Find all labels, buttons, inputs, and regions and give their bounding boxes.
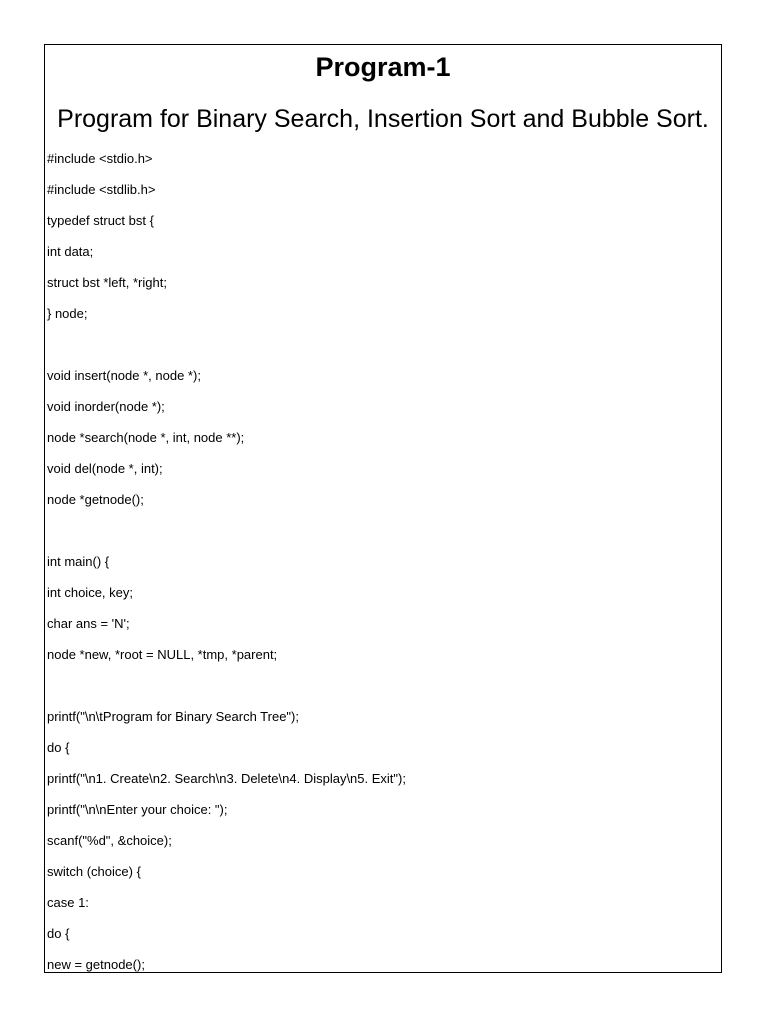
code-line: do { bbox=[47, 740, 70, 755]
code-line: struct bst *left, *right; bbox=[47, 275, 167, 290]
code-line: typedef struct bst { bbox=[47, 213, 154, 228]
code-line: printf("\n\nEnter your choice: "); bbox=[47, 802, 228, 817]
code-line: void del(node *, int); bbox=[47, 461, 163, 476]
code-line: switch (choice) { bbox=[47, 864, 141, 879]
code-line bbox=[47, 523, 719, 554]
code-line: int choice, key; bbox=[47, 585, 133, 600]
code-line: } node; bbox=[47, 306, 88, 321]
document-subtitle: Program for Binary Search, Insertion Sort and Bubble Sort. bbox=[57, 105, 709, 133]
code-line: #include <stdio.h> bbox=[47, 151, 153, 166]
document-page bbox=[44, 44, 722, 973]
code-line bbox=[47, 337, 719, 368]
code-line: #include <stdlib.h> bbox=[47, 182, 156, 197]
code-line bbox=[47, 678, 719, 709]
code-line: int data; bbox=[47, 244, 94, 259]
code-line: int main() { bbox=[47, 554, 110, 569]
code-line: printf("\n1. Create\n2. Search\n3. Delete\n4. Display\n5. Exit"); bbox=[47, 771, 406, 786]
code-line: do { bbox=[47, 926, 70, 941]
code-line: node *search(node *, int, node **); bbox=[47, 430, 245, 445]
code-line: scanf("%d", &choice); bbox=[47, 833, 172, 848]
code-block bbox=[47, 151, 719, 973]
code-line: void inorder(node *); bbox=[47, 399, 165, 414]
code-line: node *new, *root = NULL, *tmp, *parent; bbox=[47, 647, 278, 662]
code-line: new = getnode(); bbox=[47, 957, 145, 972]
code-line: void insert(node *, node *); bbox=[47, 368, 201, 383]
code-line: char ans = 'N'; bbox=[47, 616, 130, 631]
document-title: Program-1 bbox=[315, 52, 451, 82]
code-line: node *getnode(); bbox=[47, 492, 144, 507]
code-line: printf("\n\tProgram for Binary Search Tree"); bbox=[47, 709, 299, 724]
code-line: case 1: bbox=[47, 895, 89, 910]
